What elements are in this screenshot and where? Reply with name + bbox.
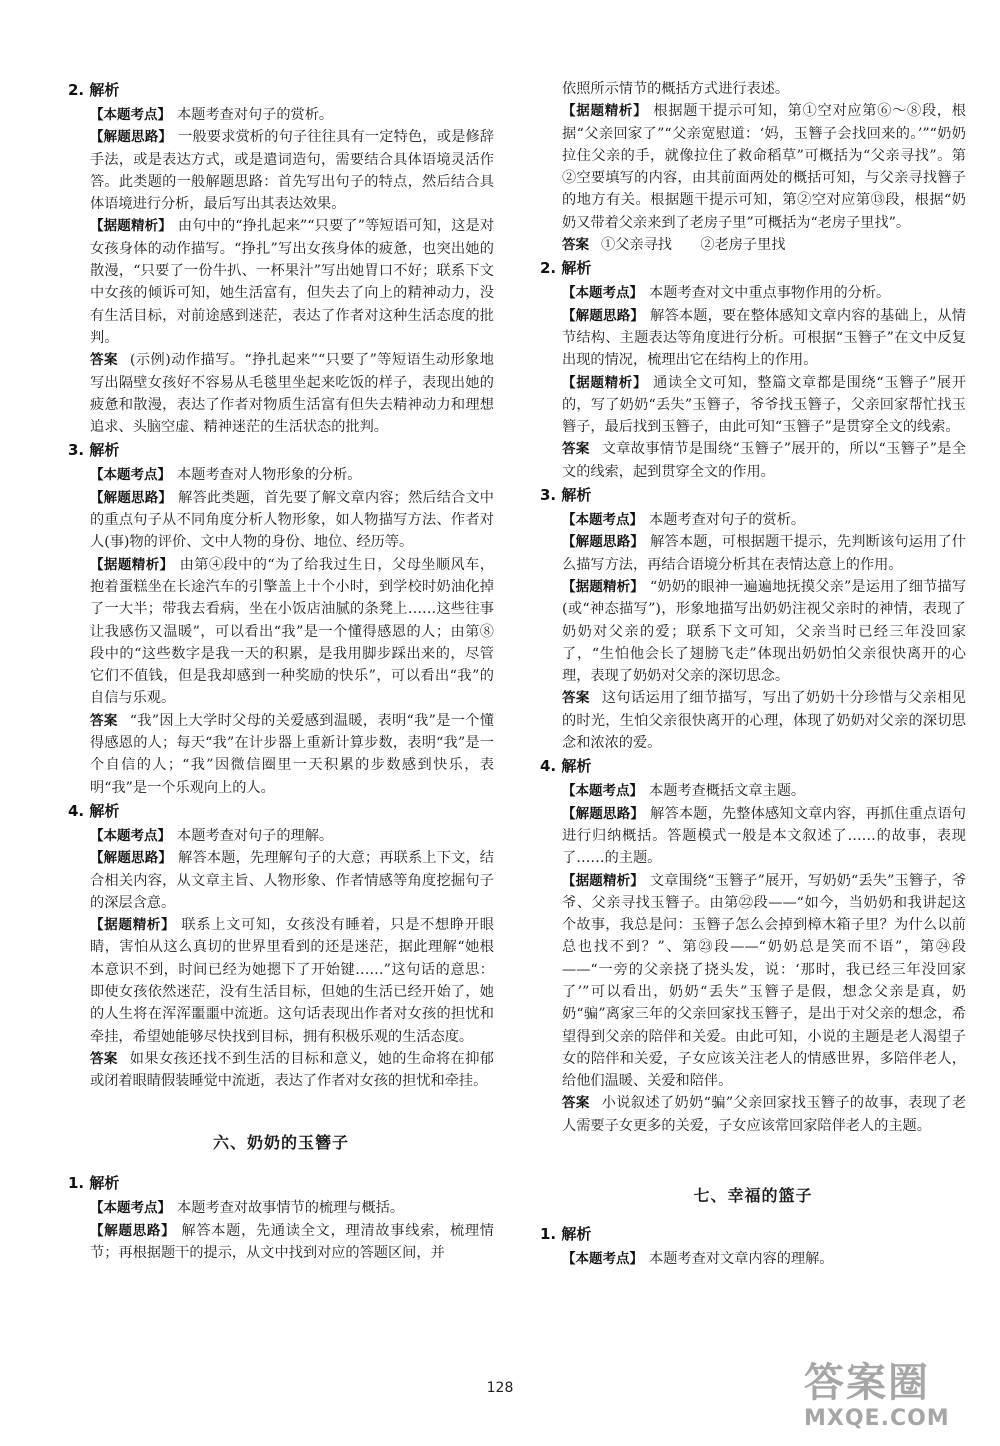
section-tag: 【本题考点】: [90, 467, 171, 484]
watermark-logo: [804, 1360, 994, 1440]
page-number: 128: [486, 1380, 514, 1396]
left-column: [68, 78, 494, 1264]
watermark-url-text: MXQE.COM: [804, 1406, 950, 1431]
section-title: 七、幸福的篮子: [693, 1186, 813, 1206]
question-heading: 1. 解析: [540, 1225, 592, 1244]
section-tag: 【本题考点】: [562, 1251, 643, 1268]
answer-label: 答案: [562, 1095, 590, 1112]
answer-paragraph: [90, 914, 494, 1048]
answer-paragraph: [90, 1220, 494, 1265]
paragraph-text: 解答本题，先整体感知文章内容，再抓住重点语句进行归纳概括。答题模式一般是本文叙述了……的故事，表现了……的主题。: [562, 805, 967, 867]
answer-paragraph: [562, 305, 966, 372]
answer-paragraph: [90, 487, 494, 554]
section-tag: 【本题考点】: [90, 107, 171, 123]
paragraph-text: 本题考查对文章内容的理解。: [649, 1251, 834, 1268]
section-tag: 【本题考点】: [90, 1200, 171, 1217]
answer-label: 答案: [90, 1050, 118, 1067]
answer-paragraph: [90, 1197, 494, 1219]
answer-label: 答案: [562, 237, 589, 254]
section-tag: 【解题思路】: [90, 129, 173, 146]
answer-paragraph: [562, 372, 966, 439]
answer-label: 答案: [562, 441, 590, 458]
answer-paragraph: [562, 1248, 966, 1270]
section-tag: 【据题精析】: [562, 578, 644, 595]
section-tag: 【本题考点】: [562, 783, 643, 800]
paragraph-text: “我”因上大学时父母的关爱感到温暖，表明“我”是一个懂得感恩的人；每天“我”在计步器上重新计算步数，表明“我”是一个自信的人；“我”因微信圈里一天积累的步数感到快乐，表明“我”是一个乐观向上的人。: [90, 712, 495, 796]
answer-label: 答案: [562, 690, 590, 707]
answer-paragraph: [90, 349, 494, 438]
paragraph-text: 文章围绕“玉簪子”展开，写奶奶“丢失”玉簪子，爷爷、父亲寻找玉簪子。由第㉒段——“如今，当奶奶和我讲起这个故事，我总是问：玉簪子怎么会掉到樟木箱子里？为什么以前总也找不到？”、第㉓段——“奶奶总是笑而不语”，第㉔段——“一旁的父亲挠了挠头发，说：‘那时，我已经三年没回家了’”可以看出，奶奶“丢失”玉簪子是假，想念父亲是真，奶奶“骗”离家三年的父亲回家找玉簪子，是出于对父亲的想念，希望得到父亲的陪伴和关爱。由此可知，小说的主题是老人渴望子女的陪伴和关爱，子女应该关注老人的情感世界，多陪伴老人，给他们温暖、关爱和陪伴。: [562, 872, 967, 1090]
answer-paragraph: [562, 687, 966, 754]
question-heading: 1. 解析: [68, 1174, 120, 1193]
right-column: [540, 78, 966, 1270]
answer-paragraph: [562, 870, 966, 1093]
paragraph-text: 小说叙述了奶奶“骗”父亲回家找玉簪子的故事，表现了老人需要子女更多的关爱，子女应该常回家陪伴老人的主题。: [562, 1095, 967, 1134]
section-tag: 【据题精析】: [562, 103, 648, 120]
answer-label: 答案: [90, 352, 118, 369]
continued-paragraph: 依照所示情节的概括方式进行表述。: [562, 81, 790, 97]
paragraph-text: ①父亲寻找 ②老房子里找: [601, 237, 786, 254]
paragraph-text: 解答本题，要在整体感知文章内容的基础上，从情节结构、主题表达等角度进行分析。可根据“玉簪子”在文中反复出现的情况，梳理出它在结构上的作用。: [562, 307, 967, 369]
section-tag: 【本题考点】: [562, 285, 643, 302]
question-heading: 3. 解析: [68, 441, 120, 460]
section-tag: 【解题思路】: [90, 850, 173, 867]
section-tag: 【解题思路】: [562, 307, 645, 324]
paragraph-text: 本题考查概括文章主题。: [649, 783, 806, 800]
question-heading: 4. 解析: [540, 757, 592, 776]
paragraph-text: 联系上文可知，女孩没有睡着，只是不想睁开眼睛，害怕从这么真切的世界里看到的还是迷茫，据此理解“她根本意识不到，时间已经为她摁下了开始键……”这句话的意思：即使女孩依然迷茫，没有生活目标，但她的生活已经开始了，她的人生将在浑浑噩噩中流逝。这句话表现出作者对女孩的担忧和牵挂，希望她能够尽快找到目标，拥有积极乐观的生活态度。: [90, 917, 494, 1045]
section-tag: 【据题精析】: [90, 218, 172, 235]
paragraph-text: 本题考查对故事情节的梳理与概括。: [177, 1200, 405, 1217]
paragraph-text: 本题考查对句子的理解。: [177, 827, 334, 844]
section-tag: 【解题思路】: [562, 805, 645, 822]
section-tag: 【解题思路】: [90, 1222, 176, 1239]
answer-paragraph: [90, 104, 494, 126]
answer-paragraph: [562, 803, 966, 870]
section-tag: 【解题思路】: [562, 534, 645, 551]
answer-paragraph: [562, 282, 966, 304]
answer-paragraph: [562, 1092, 966, 1137]
paragraph-text: 解答本题，先理解句子的大意；再联系上下文，结合相关内容，从文章主旨、人物形象、作者情感等角度挖掘句子的深层含意。: [90, 850, 495, 911]
answer-paragraph: [90, 847, 494, 914]
answer-paragraph: [90, 1048, 494, 1093]
paragraph-text: 由第④段中的“为了给我过生日，父母坐顺风车，抱着蛋糕坐在长途汽车的引擎盖上十个小时，到学校时奶油化掉了一大半；带我去看病，坐在小饭店油腻的条凳上……这些往事让我感伤又温暖”，可以看出“我”是一个懂得感恩的人；由第⑧段中的“这些数字是我一天的积累，是我用脚步踩出来的，尽管它们不值钱，但是我却感到一种奖励的快乐”，可以看出“我”的自信与乐观。: [90, 556, 494, 707]
paragraph-text: 如果女孩还找不到生活的目标和意义，她的生命将在抑郁或闭着眼睛假装睡觉中流逝，表达了作者对女孩的担忧和牵挂。: [90, 1050, 494, 1090]
paragraph-text: “奶奶的眼神一遍遍地抚摸父亲”是运用了细节描写(或“神态描写”)，形象地描写出奶奶注视父亲时的神情，表现了奶奶对父亲的爱；联系下文可知，父亲当时已经三年没回家了，“生怕他会长了翅膀飞走”体现出奶奶怕父亲很快离开的心理，表现了奶奶对父亲的深切思念。: [562, 578, 967, 685]
answer-paragraph: [562, 234, 966, 256]
paragraph-text: 解答此类题，首先要了解文章内容；然后结合文中的重点句子从不同角度分析人物形象，如人物描写方法、作者对人(事)物的评价、文中人物的身份、地位、经历等。: [90, 489, 495, 551]
paragraph-text: 文章故事情节是围绕“玉簪子”展开的，所以“玉簪子”是全文的线索，起到贯穿全文的作用。: [562, 441, 967, 480]
answer-paragraph: [90, 126, 494, 215]
paragraph-text: 由句中的“挣扎起来”“只要了”等短语可知，这是对女孩身体的动作描写。“挣扎”写出女孩身体的疲惫，也突出她的散漫，“只要了一份牛扒、一杯果汁”写出她胃口不好；联系下文中女孩的倾诉可知，她生活富有，但失去了向上的精神动力，没有生活目标，对前途感到迷茫，表达了作者对这种生活态度的批判。: [90, 218, 495, 346]
section-title: 六、奶奶的玉簪子: [212, 1133, 349, 1153]
paragraph-text: 解答本题，先通读全文，理清故事线索，梳理情节；再根据题干的提示，从文中找到对应的答题区间，并: [90, 1222, 494, 1262]
answer-paragraph: [562, 531, 966, 576]
section-tag: 【据题精析】: [562, 374, 648, 391]
paragraph-text: 根据题干提示可知，第①空对应第⑥～⑧段，根据“父亲回家了”“父亲宽慰道：‘妈，玉簪子会找回来的。’”“奶奶拉住父亲的手，就像拉住了救命稻草”可概括为“父亲寻找”。第②空要填写的内容，由其前面两处的概括可知，与父亲寻找簪子的地方有关。根据题干提示可知，第②空对应第⑬段，根据“奶奶又带着父亲来到了老房子里”可概括为“老房子里找”。: [562, 103, 966, 231]
section-tag: 【据题精析】: [90, 556, 174, 573]
paragraph-text: (示例)动作描写。“挣扎起来”“只要了”等短语生动形象地写出隔壁女孩好不容易从毛毯里坐起来吃饭的样子，表现出她的疲惫和散漫，表达了作者对物质生活富有但失去精神动力和理想追求、头脑空虚、精神迷茫的生活状态的批判。: [90, 352, 494, 436]
answer-paragraph: [90, 825, 494, 847]
section-tag: 【解题思路】: [90, 489, 173, 506]
question-heading: 2. 解析: [68, 81, 120, 99]
answer-paragraph: [562, 509, 966, 531]
answer-paragraph: [562, 438, 966, 483]
paragraph-text: 本题考查对句子的赏析。: [649, 512, 806, 529]
section-tag: 【本题考点】: [90, 827, 171, 844]
answer-paragraph: [562, 780, 966, 802]
watermark-main-text: 答案圈: [804, 1360, 930, 1406]
answer-paragraph: [562, 100, 966, 234]
answer-label: 答案: [90, 712, 118, 729]
answer-paragraph: [90, 554, 494, 710]
paragraph-text: 本题考查对句子的赏析。: [177, 107, 334, 123]
paragraph-text: 一般要求赏析的句子往往具有一定特色，或是修辞手法，或是表达方式，或是遣词造句，需要结合具体语境灵活作答。此类题的一般解题思路：首先写出句子的特点，然后结合具体语境进行分析，最后写出其表达效果。: [90, 129, 495, 213]
section-tag: 【据题精析】: [90, 917, 176, 934]
answer-paragraph: [90, 710, 494, 799]
paragraph-text: 解答本题，可根据题干提示，先判断该句运用了什么描写方法，再结合语境分析其在表情达意上的作用。: [562, 534, 967, 573]
paragraph-text: 本题考查对文中重点事物作用的分析。: [649, 285, 891, 302]
section-tag: 【本题考点】: [562, 512, 643, 529]
answer-paragraph: [90, 464, 494, 486]
paragraph-text: 这句话运用了细节描写，写出了奶奶十分珍惜与父亲相见的时光，生怕父亲很快离开的心理，体现了奶奶对父亲的深切思念和浓浓的爱。: [562, 690, 966, 752]
question-heading: 4. 解析: [68, 801, 120, 820]
paragraph-text: 通读全文可知，整篇文章都是围绕“玉簪子”展开的，写了奶奶“丢失”玉簪子，爷爷找玉簪子，父亲回家帮忙找玉簪子，最后找到玉簪子，由此可知“玉簪子”是贯穿全文的线索。: [562, 374, 967, 436]
question-heading: 3. 解析: [540, 486, 592, 505]
answer-paragraph: [90, 215, 494, 349]
question-heading: 2. 解析: [540, 259, 592, 278]
paragraph-text: 本题考查对人物形象的分析。: [177, 467, 362, 484]
answer-paragraph: [562, 576, 966, 687]
section-tag: 【据题精析】: [562, 872, 644, 889]
